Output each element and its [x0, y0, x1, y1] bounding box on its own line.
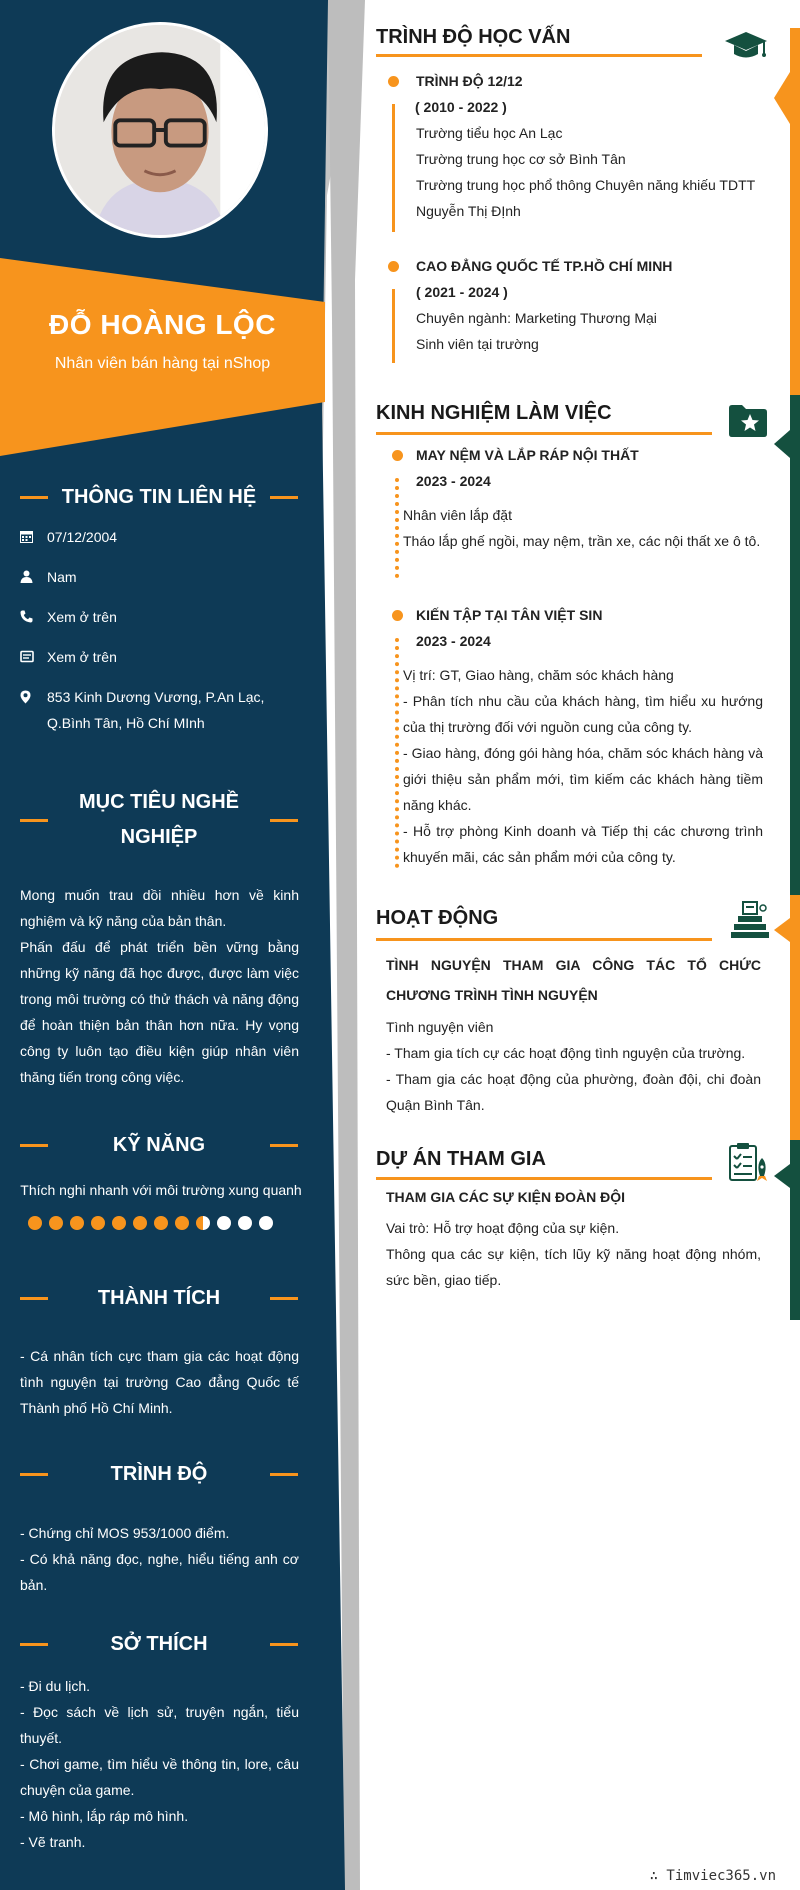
skill-dot [217, 1216, 231, 1230]
contact-title: THÔNG TIN LIÊN HỆ [61, 486, 257, 508]
timeline-dotted-line [395, 638, 399, 868]
experience-detail: Tháo lắp ghế ngồi, may nệm, trần xe, các nội thất xe ô tô. [403, 533, 761, 549]
hobby-line: - Vẽ tranh. [20, 1834, 86, 1850]
achievements-text: - Cá nhân tích cực tham gia các hoạt động tình nguyện tại trường Cao đẳng Quốc tế Thành phố Hồ Chí Minh. [20, 1348, 299, 1416]
podium-icon [730, 900, 770, 945]
avatar [52, 22, 268, 238]
skill-dot [70, 1216, 84, 1230]
level-line: - Có khả năng đọc, nghe, hiểu tiếng anh cơ bản. [20, 1551, 299, 1593]
heading-bar [270, 819, 298, 822]
skill-dot [112, 1216, 126, 1230]
logo-dots-icon: ∴ [649, 1868, 667, 1884]
project-detail: Thông qua các sự kiện, tích lũy kỹ năng hoạt động nhóm, sức bền, giao tiếp. [386, 1246, 761, 1288]
education-heading: TRÌNH ĐỘ HỌC VẤN [376, 26, 571, 48]
contact-heading [20, 480, 298, 515]
skill-name: Thích nghi nhanh với môi trường xung quanh [20, 1182, 302, 1198]
skill-dot [175, 1216, 189, 1230]
experience-name: KIẾN TẬP TẠI TÂN VIỆT SIN [416, 607, 603, 623]
person-icon [20, 564, 47, 590]
education-name: CAO ĐẲNG QUỐC TẾ TP.HỒ CHÍ MINH [416, 258, 673, 274]
experience-heading: KINH NGHIỆM LÀM VIỆC [376, 402, 612, 424]
objective-title [48, 785, 270, 855]
activity-details [386, 1014, 761, 1118]
contact-gender [20, 564, 302, 590]
experience-time: 2023 - 2024 [416, 633, 491, 649]
heading-bar [270, 1473, 298, 1476]
experience-time: 2023 - 2024 [416, 473, 491, 489]
education-item [416, 68, 763, 224]
address-value: 853 Kinh Dương Vương, P.An Lạc, Q.Bình Tân, Hồ Chí MInh [47, 689, 265, 731]
activities-heading: HOẠT ĐỘNG [376, 907, 499, 929]
achievements-title: THÀNH TÍCH [97, 1287, 221, 1309]
experience-detail: - Hỗ trợ phòng Kinh doanh và Tiếp thị các chương trình khuyến mãi, các sản phẩm mới của công ty. [403, 823, 763, 865]
education-detail: Sinh viên tại trường [416, 336, 539, 352]
phone-value: Xem ở trên [47, 609, 117, 625]
project-name: THAM GIA CÁC SỰ KIỆN ĐOÀN ĐỘI [386, 1189, 625, 1205]
activity-detail: - Tham gia tích cự các hoạt động tình nguyện của trường. [386, 1045, 746, 1061]
birthday-value: 07/12/2004 [47, 529, 118, 545]
contact-phone [20, 604, 302, 630]
experience-name: MAY NỆM VÀ LẮP RÁP NỘI THẤT [416, 447, 639, 463]
hobby-line: - Đọc sách về lịch sử, truyện ngắn, tiểu thuyết. [20, 1704, 299, 1746]
email-value: Xem ở trên [47, 649, 117, 665]
heading-bar [20, 1473, 48, 1476]
project-details [386, 1215, 761, 1293]
timeline-bullet [388, 261, 399, 272]
objective-paragraph: Mong muốn trau dồi nhiều hơn về kinh nghiệm và kỹ năng của bản thân. [20, 887, 299, 929]
achievements-heading [20, 1281, 298, 1316]
heading-bar [270, 496, 298, 499]
hobbies-heading [20, 1627, 298, 1662]
hobbies-text [20, 1673, 299, 1855]
project-detail: Vai trò: Hỗ trợ hoạt động của sự kiện. [386, 1220, 620, 1236]
skill-dot [28, 1216, 42, 1230]
activity-detail: Tình nguyện viên [386, 1019, 494, 1035]
experience-detail: Vị trí: GT, Giao hàng, chăm sóc khách hàng [403, 667, 674, 683]
experience-details [403, 662, 763, 870]
experience-details [403, 502, 763, 554]
education-item [416, 253, 763, 357]
education-time: ( 2021 - 2024 ) [416, 284, 508, 300]
footer-brand-text: Timviec365.vn [666, 1868, 776, 1884]
skill-level-dots [28, 1216, 273, 1230]
level-line: - Chứng chỉ MOS 953/1000 điểm. [20, 1525, 230, 1541]
heading-bar [270, 1144, 298, 1147]
timeline-dotted-line [395, 478, 399, 578]
skill-dot [154, 1216, 168, 1230]
timeline-bullet [392, 450, 403, 461]
avatar-portrait [55, 25, 265, 235]
timeline-line [392, 104, 395, 232]
heading-bar [270, 1297, 298, 1300]
objective-paragraph: Phấn đấu để phát triển bền vững bằng những kỹ năng đã học được, được làm việc trong môi trường có thử thách và năng động để hoàn thiện bản thân hơn nữa. Hy vọng công ty luôn tạo điều kiện giúp nhân viên thăng tiến trong công việc. [20, 939, 299, 1085]
hobbies-title: SỞ THÍCH [110, 1633, 208, 1655]
gender-value: Nam [47, 569, 77, 585]
hobby-line: - Chơi game, tìm hiểu về thông tin, lore, câu chuyện của game. [20, 1756, 299, 1798]
activity-detail: - Tham gia các hoạt động của phường, đoàn đội, chi đoàn Quận Bình Tân. [386, 1071, 761, 1113]
hobby-line: - Đi du lịch. [20, 1678, 91, 1694]
email-icon [20, 644, 47, 670]
skill-dot [91, 1216, 105, 1230]
experience-item [416, 602, 763, 654]
heading-bar [20, 819, 48, 822]
skill-dot [259, 1216, 273, 1230]
graduation-cap-icon [724, 30, 768, 67]
heading-bar [20, 1297, 48, 1300]
experience-detail: - Giao hàng, đóng gói hàng hóa, chăm sóc khách hàng và giới thiệu sản phẩm mới, tìm kiếm các khách hàng tiềm năng khác. [403, 745, 763, 813]
heading-bar [20, 1643, 48, 1646]
footer-brand[interactable] [650, 1868, 776, 1884]
location-pin-icon [20, 684, 47, 736]
activity-name: TÌNH NGUYỆN THAM GIA CÔNG TÁC TỔ CHỨC CHƯƠNG TRÌNH TÌNH NGUYỆN [386, 957, 761, 1003]
heading-bar [20, 1144, 48, 1147]
objective-title-line1: MỤC TIÊU NGHỀ [79, 791, 239, 813]
candidate-job-title: Nhân viên bán hàng tại nShop [54, 355, 271, 372]
level-text [20, 1520, 299, 1598]
skills-title: KỸ NĂNG [112, 1134, 206, 1156]
hobby-line: - Mô hình, lắp ráp mô hình. [20, 1808, 189, 1824]
skill-dot [133, 1216, 147, 1230]
heading-underline [376, 938, 712, 941]
education-time: ( 2010 - 2022 ) [415, 99, 507, 115]
education-detail: Trường trung học cơ sở Bình Tân [416, 151, 626, 167]
calendar-icon [20, 524, 47, 550]
education-detail: Trường tiểu học An Lạc [416, 125, 563, 141]
timeline-bullet [388, 76, 399, 87]
folder-star-icon [728, 404, 768, 443]
phone-icon [20, 604, 47, 630]
timeline-bullet [392, 610, 403, 621]
education-detail: Trường trung học phổ thông Chuyên năng khiếu TDTT Nguyễn Thị ĐỊnh [416, 177, 755, 219]
heading-underline [376, 54, 702, 57]
heading-underline [376, 1177, 712, 1180]
objective-heading [20, 785, 298, 855]
experience-detail: - Phân tích nhu cầu của khách hàng, tìm hiểu xu hướng của thị trường đối với nguồn cung của công ty. [403, 693, 763, 735]
heading-bar [20, 496, 48, 499]
skill-dot [238, 1216, 252, 1230]
experience-item [416, 442, 763, 494]
objective-text [20, 882, 299, 1090]
heading-underline [376, 432, 712, 435]
contact-birthday [20, 524, 302, 550]
level-title: TRÌNH ĐỘ [110, 1463, 208, 1485]
skills-heading [20, 1128, 298, 1163]
education-detail: Chuyên ngành: Marketing Thương Mại [416, 310, 657, 326]
objective-title-line2: NGHIỆP [120, 826, 198, 848]
contact-email [20, 644, 302, 670]
contact-address [20, 684, 302, 736]
candidate-name: ĐỖ HOÀNG LỘC [49, 309, 276, 340]
level-heading [20, 1457, 298, 1492]
skill-dot [49, 1216, 63, 1230]
heading-bar [270, 1643, 298, 1646]
projects-heading: DỰ ÁN THAM GIA [376, 1148, 546, 1170]
skill-dot [196, 1216, 210, 1230]
experience-detail: Nhân viên lắp đặt [403, 507, 512, 523]
education-name: TRÌNH ĐỘ 12/12 [416, 73, 523, 89]
timeline-line [392, 289, 395, 363]
